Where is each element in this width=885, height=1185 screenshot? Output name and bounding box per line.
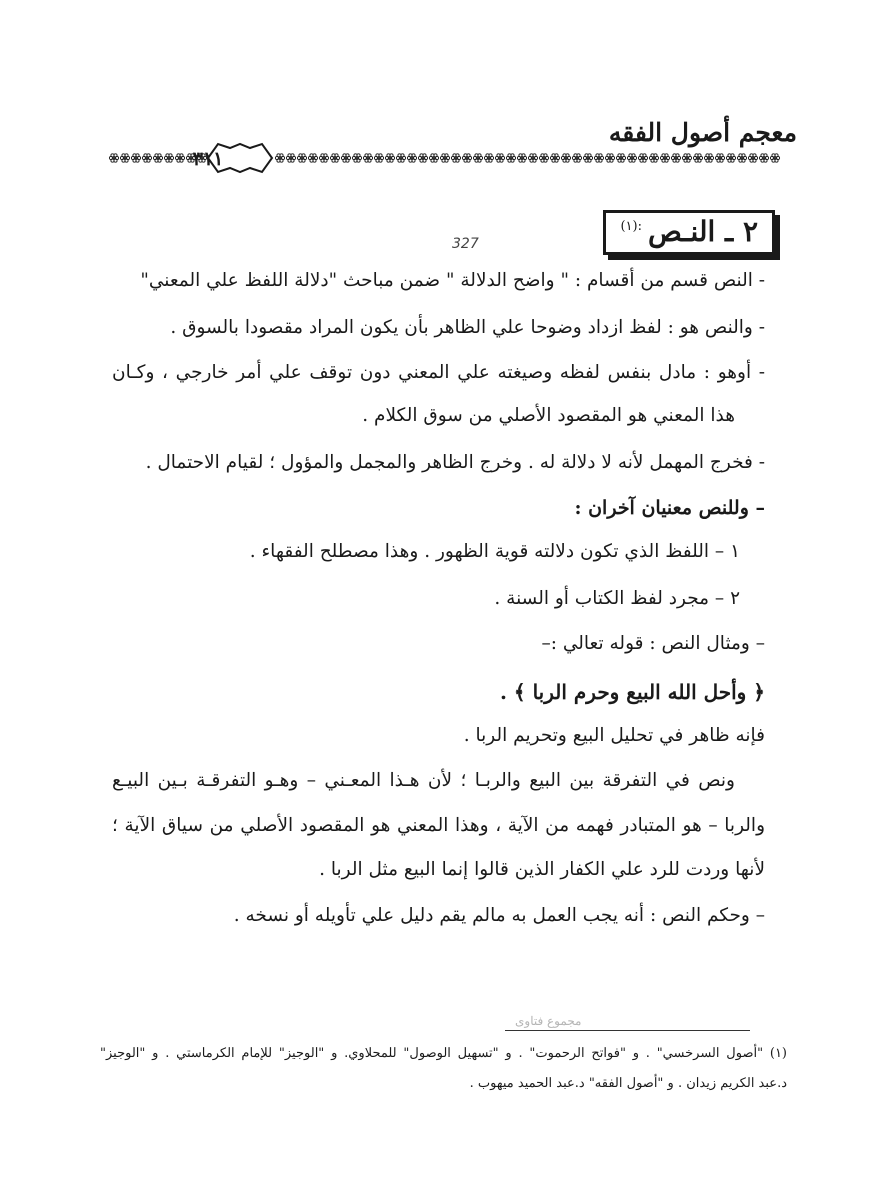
ornament-flower — [109, 154, 118, 162]
book-title: معجم أصول الفقه — [608, 118, 797, 147]
ornament-flower — [385, 154, 394, 162]
heading-footnote-marker: :(١) — [620, 219, 642, 234]
ornament-flower — [462, 154, 471, 162]
ornament-flower — [594, 154, 603, 162]
ornament-flower — [429, 154, 438, 162]
ornament-flower — [374, 154, 383, 162]
ornament-flower — [627, 154, 636, 162]
ornament-flower — [407, 154, 416, 162]
faint-bleed-text: مجموع فتاوى — [515, 1014, 582, 1028]
list-item: ٢ – مجرد لفظ الكتاب أو السنة . — [494, 588, 740, 609]
body-line: ونص في التفرقة بين البيع والربـا ؛ لأن هـذا المعـني – وهـو التفرقـة بـين البيـع — [112, 770, 735, 791]
ornament-flower — [616, 154, 625, 162]
ornament-flower — [715, 154, 724, 162]
ornament-flower — [142, 154, 151, 162]
section-heading: ٢ ـ النـص — [647, 215, 758, 248]
ornament-flower — [330, 154, 339, 162]
ornament-flower — [605, 154, 614, 162]
section-heading-box — [603, 210, 775, 255]
ornament-flower — [704, 154, 713, 162]
body-line: لأنها وردت للرد علي الكفار الذين قالوا إنما البيع مثل الربا . — [319, 859, 765, 880]
ornament-flower — [418, 154, 427, 162]
body-line: والربا – هو المتبادر فهمه من الآية ، وهذا المعني هو المقصود الأصلي من سياق الآية ؛ — [112, 815, 765, 836]
footnote-line: (١) "أصول السرخسي" . و "فواتح الرحموت" . و "تسهيل الوصول" للمحلاوي. و "الوجيز" للإمام الكرماستي . و "الوجيز" — [100, 1046, 787, 1061]
list-item: ١ – اللفظ الذي تكون دلالته قوية الظهور . وهذا مصطلح الفقهاء . — [249, 541, 740, 562]
body-line: هذا المعني هو المقصود الأصلي من سوق الكلام . — [362, 405, 735, 426]
ornament-flower — [275, 154, 284, 162]
ornament-flower — [682, 154, 691, 162]
ornament-flower — [363, 154, 372, 162]
ornament-flower — [539, 154, 548, 162]
footnote-line: د.عبد الكريم زيدان . و "أصول الفقه" د.عبد الحميد ميهوب . — [469, 1076, 787, 1091]
ornament-flower — [164, 154, 173, 162]
handwritten-margin-note: 327 — [452, 236, 479, 252]
body-line: – وحكم النص : أنه يجب العمل به مالم يقم دليل علي تأويله أو نسخه . — [233, 905, 765, 926]
ornament-flower — [726, 154, 735, 162]
ornament-flower — [561, 154, 570, 162]
ornament-flower — [517, 154, 526, 162]
ornament-flower — [153, 154, 162, 162]
page-number: ٣١١ — [192, 148, 224, 170]
body-subheading: – وللنص معنيان آخران : — [574, 497, 765, 519]
ornament-flower — [638, 154, 647, 162]
ornament-flower — [286, 154, 295, 162]
body-line: – ومثال النص : قوله تعالي :– — [541, 633, 765, 654]
ornament-flower — [550, 154, 559, 162]
ornament-flower — [737, 154, 746, 162]
body-line: - أوهو : مادل بنفس لفظه وصيغته علي المعني دون توقف علي أمر خارجي ، وكـان — [112, 362, 765, 383]
ornament-flower — [308, 154, 317, 162]
quran-verse: ﴿ وأحل الله البيع وحرم الربا ﴾ . — [499, 680, 765, 704]
ornament-flower — [671, 154, 680, 162]
ornament-flower — [748, 154, 757, 162]
ornament-flower — [495, 154, 504, 162]
body-line: - النص قسم من أقسام : " واضح الدلالة " ضمن مباحث "دلالة اللفظ علي المعني" — [140, 270, 765, 291]
ornament-flower — [473, 154, 482, 162]
ornament-flower — [759, 154, 768, 162]
body-line: - فخرج المهمل لأنه لا دلالة له . وخرج الظاهر والمجمل والمؤول ؛ لقيام الاحتمال . — [145, 452, 765, 473]
ornament-flower — [572, 154, 581, 162]
ornament-flower — [660, 154, 669, 162]
ornament-flower — [693, 154, 702, 162]
ornament-flower — [297, 154, 306, 162]
ornament-flower — [583, 154, 592, 162]
ornament-flower — [131, 154, 140, 162]
ornament-flower — [451, 154, 460, 162]
body-line: - والنص هو : لفظ ازداد وضوحا علي الظاهر بأن يكون المراد مقصودا بالسوق . — [170, 317, 765, 338]
ornament-flower — [341, 154, 350, 162]
ornament-flower — [396, 154, 405, 162]
ornament-flower — [506, 154, 515, 162]
footnote-divider — [505, 1030, 750, 1031]
ornament-flower — [319, 154, 328, 162]
ornament-flower — [484, 154, 493, 162]
ornament-flower — [120, 154, 129, 162]
ornament-flower — [352, 154, 361, 162]
ornament-flower — [649, 154, 658, 162]
ornament-flower — [528, 154, 537, 162]
body-line: فإنه ظاهر في تحليل البيع وتحريم الربا . — [463, 725, 765, 746]
ornament-flower — [440, 154, 449, 162]
ornament-flower — [770, 154, 779, 162]
